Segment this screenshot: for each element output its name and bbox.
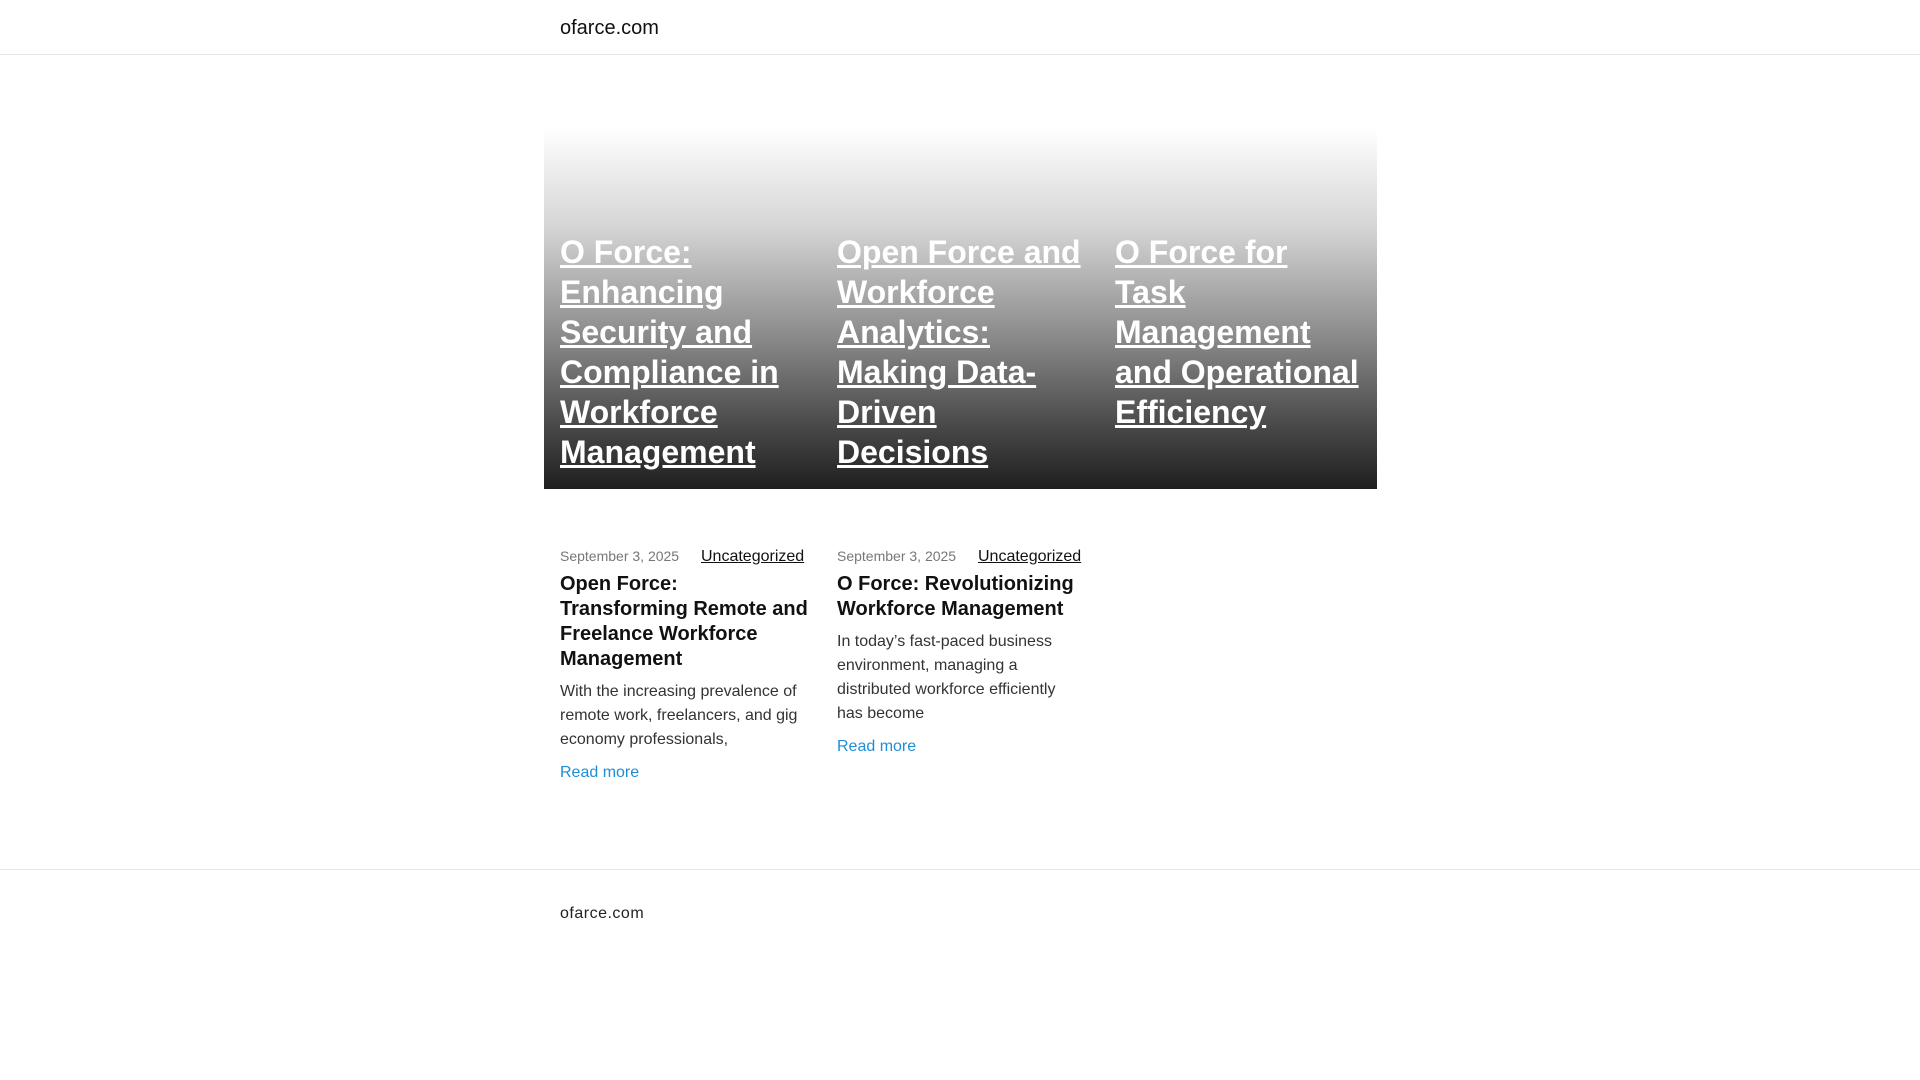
read-more-link[interactable]: Read more [837, 738, 917, 755]
site-footer [0, 869, 1920, 1080]
post-date: September 3, 2025 [837, 548, 957, 564]
post-date: September 3, 2025 [560, 548, 680, 564]
post-category-link[interactable]: Uncategorized [701, 548, 805, 565]
post-card [560, 546, 808, 784]
post-title-text[interactable]: Open Force: Transforming Remote and Freelance Workforce Management [560, 573, 808, 670]
site-header [0, 0, 1920, 55]
post-meta [560, 546, 808, 570]
featured-post-1[interactable]: O Force: Enhancing Security and Compliance in Workforce Management [560, 234, 779, 470]
post-card [837, 546, 1085, 758]
post-excerpt: With the increasing prevalence of remote work, freelancers, and gig economy professionals, [560, 683, 798, 748]
post-excerpt: In today’s fast-paced business environment, managing a distributed workforce efficiently has become [837, 633, 1056, 722]
post-title[interactable] [560, 572, 808, 672]
post-category-link[interactable]: Uncategorized [978, 548, 1082, 565]
read-more-link[interactable]: Read more [560, 764, 640, 781]
post-title[interactable] [837, 572, 1085, 622]
featured-post-3[interactable]: O Force for Task Management and Operational Efficiency [1115, 234, 1359, 430]
post-title-text[interactable]: O Force: Revolutionizing Workforce Management [837, 573, 1074, 620]
footer-site-name: ofarce.com [560, 905, 645, 922]
site-title-link[interactable]: ofarce.com [560, 17, 659, 39]
featured-posts-banner [544, 128, 1377, 489]
featured-post-2[interactable]: Open Force and Workforce Analytics: Making Data-Driven Decisions [837, 234, 1081, 470]
post-meta [837, 546, 1085, 570]
